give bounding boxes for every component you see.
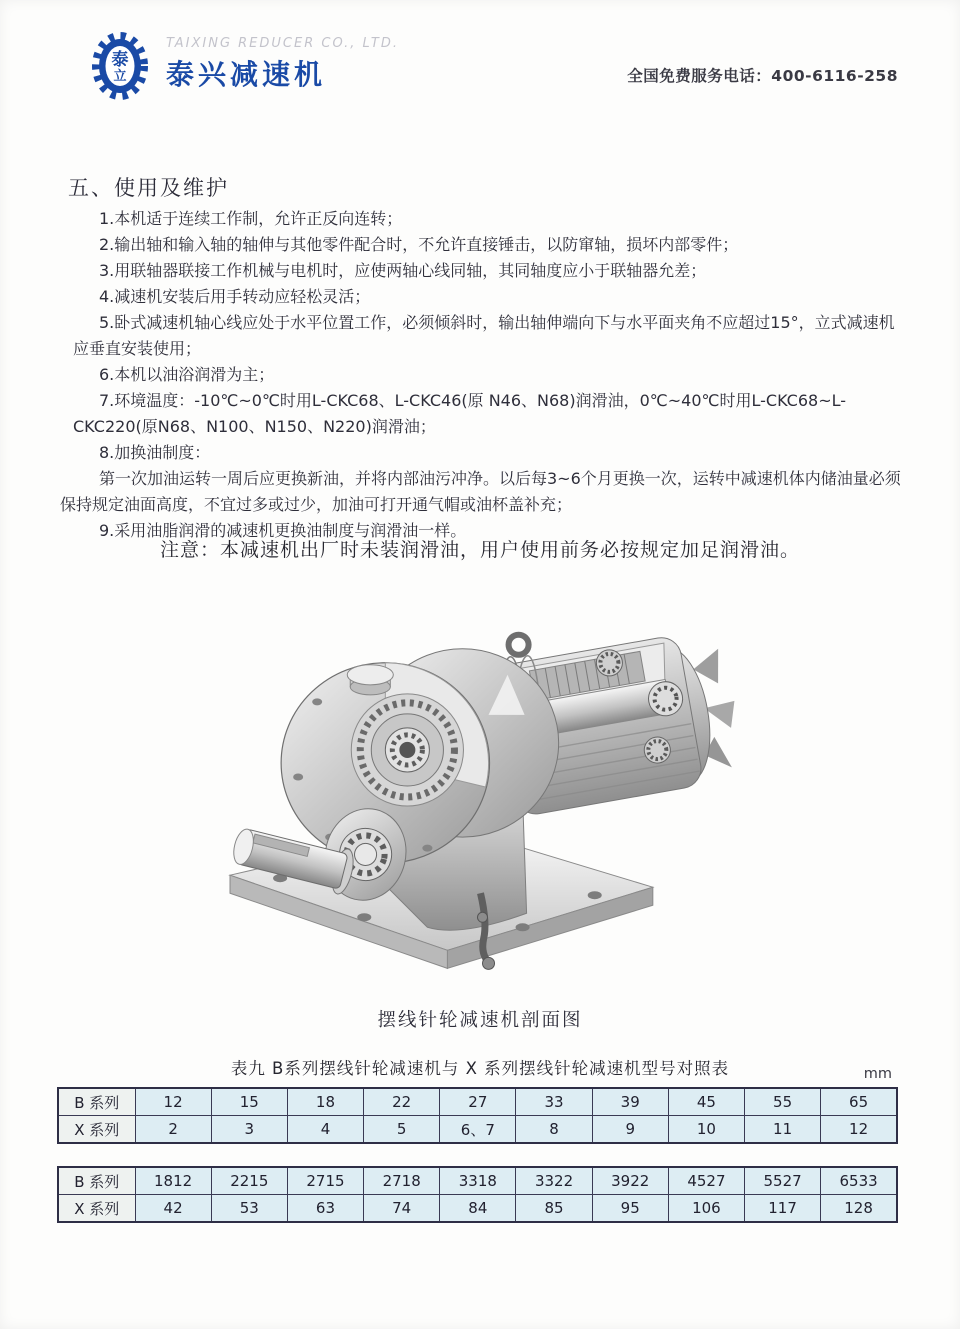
table-cell: 55 — [745, 1088, 821, 1116]
list-item: 2.输出轴和输入轴的轴伸与其他零件配合时，不允许直接锤击，以防窜轴，损坏内部零件； — [99, 235, 739, 254]
list-item: 8.加换油制度： — [99, 443, 211, 462]
table-title: 表九 B系列摆线针轮减速机与 X 系列摆线针轮减速机型号对照表 — [230, 1059, 730, 1078]
table-cell: 128 — [821, 1195, 897, 1223]
table-cell: 42 — [135, 1195, 211, 1223]
table-cell: 4 — [287, 1116, 363, 1144]
table-row — [58, 1116, 897, 1144]
row-label: B 系列 — [58, 1088, 135, 1116]
table-cell: 106 — [668, 1195, 744, 1223]
list-paragraph: 第一次加油运转一周后应更换新油，并将内部油污冲净。以后每3~6个月更换一次，运转中减速机体内储油量必须保持规定油面高度，不宜过多或过少，加油可打开通气帽或油杯盖补充； — [60, 469, 901, 514]
table-cell: 39 — [592, 1088, 668, 1116]
table-cell: 3 — [211, 1116, 287, 1144]
table-cell: 33 — [516, 1088, 592, 1116]
table-cell: 2 — [135, 1116, 211, 1144]
eyebolt — [509, 635, 529, 655]
table-cell: 11 — [745, 1116, 821, 1144]
row-label: X 系列 — [58, 1195, 135, 1223]
reducer-cutaway-illustration — [222, 564, 738, 996]
table-cell: 10 — [668, 1116, 744, 1144]
row-label: B 系列 — [58, 1167, 135, 1195]
table-cell: 18 — [287, 1088, 363, 1116]
table-cell: 65 — [821, 1088, 897, 1116]
table-cell: 4527 — [668, 1167, 744, 1195]
oil-cap — [347, 665, 393, 695]
table-cell: 85 — [516, 1195, 592, 1223]
table-cell: 2718 — [364, 1167, 440, 1195]
table-row — [58, 1088, 897, 1116]
table-cell: 3322 — [516, 1167, 592, 1195]
table-cell: 6533 — [821, 1167, 897, 1195]
company-logo-gear-icon — [90, 28, 150, 104]
row-label: X 系列 — [58, 1116, 135, 1144]
logo-character-top: 泰 — [111, 50, 129, 70]
table-cell: 8 — [516, 1116, 592, 1144]
table-cell: 27 — [440, 1088, 516, 1116]
service-hotline: 全国免费服务电话：400-6116-258 — [627, 67, 898, 85]
table-cell: 1812 — [135, 1167, 211, 1195]
warning-note: 注意：本减速机出厂时未装润滑油，用户使用前务必按规定加足润滑油。 — [159, 539, 800, 561]
model-table-1 — [57, 1087, 898, 1144]
table-row — [58, 1167, 897, 1195]
usage-list — [60, 206, 904, 544]
table-cell: 22 — [364, 1088, 440, 1116]
table-cell: 2215 — [211, 1167, 287, 1195]
list-item: 4.减速机安装后用手转动应轻松灵活； — [99, 287, 371, 306]
table-cell: 3318 — [440, 1167, 516, 1195]
table-cell: 15 — [211, 1088, 287, 1116]
list-item: 9.采用油脂润滑的减速机更换油制度与润滑油一样。 — [99, 521, 467, 540]
logo-text-block — [166, 28, 399, 93]
header — [90, 28, 399, 104]
table-row — [58, 1195, 897, 1223]
table-cell: 53 — [211, 1195, 287, 1223]
table-cell: 5 — [364, 1116, 440, 1144]
table-cell: 6、7 — [440, 1116, 516, 1144]
table-cell: 12 — [135, 1088, 211, 1116]
figure-caption: 摆线针轮减速机剖面图 — [377, 1010, 583, 1031]
table-cell: 63 — [287, 1195, 363, 1223]
list-item: 3.用联轴器联接工作机械与电机时，应使两轴心线同轴，其同轴度应小于联轴器允差； — [99, 261, 707, 280]
table-cell: 95 — [592, 1195, 668, 1223]
table-cell: 12 — [821, 1116, 897, 1144]
table-cell: 2715 — [287, 1167, 363, 1195]
table-cell: 117 — [745, 1195, 821, 1223]
table-cell: 74 — [364, 1195, 440, 1223]
section-title: 五、使用及维护 — [68, 176, 229, 200]
table-cell: 45 — [668, 1088, 744, 1116]
model-table-2 — [57, 1166, 898, 1223]
unit-label: mm — [863, 1066, 892, 1082]
table-cell: 9 — [592, 1116, 668, 1144]
list-item: 1.本机适于连续工作制，允许正反向连转； — [99, 209, 403, 228]
company-name-en: TAIXING REDUCER CO., LTD. — [166, 36, 399, 51]
table-cell: 3922 — [592, 1167, 668, 1195]
list-item: 7.环境温度：-10℃~0℃时用L-CKC68、L-CKC46(原 N46、N68)润滑油，0℃~40℃时用L-CKC68~L-CKC220(原N68、N100、N150、N220)润滑油； — [73, 391, 847, 436]
logo-character-bottom: 立 — [113, 69, 127, 84]
list-item: 6.本机以油浴润滑为主； — [99, 365, 275, 384]
list-item: 5.卧式减速机轴心线应处于水平位置工作，必须倾斜时，输出轴伸端向下与水平面夹角不应超过15°，立式减速机应垂直安装使用； — [73, 313, 895, 358]
company-name-zh: 泰兴减速机 — [166, 58, 327, 91]
table-cell: 5527 — [745, 1167, 821, 1195]
table-cell: 84 — [440, 1195, 516, 1223]
